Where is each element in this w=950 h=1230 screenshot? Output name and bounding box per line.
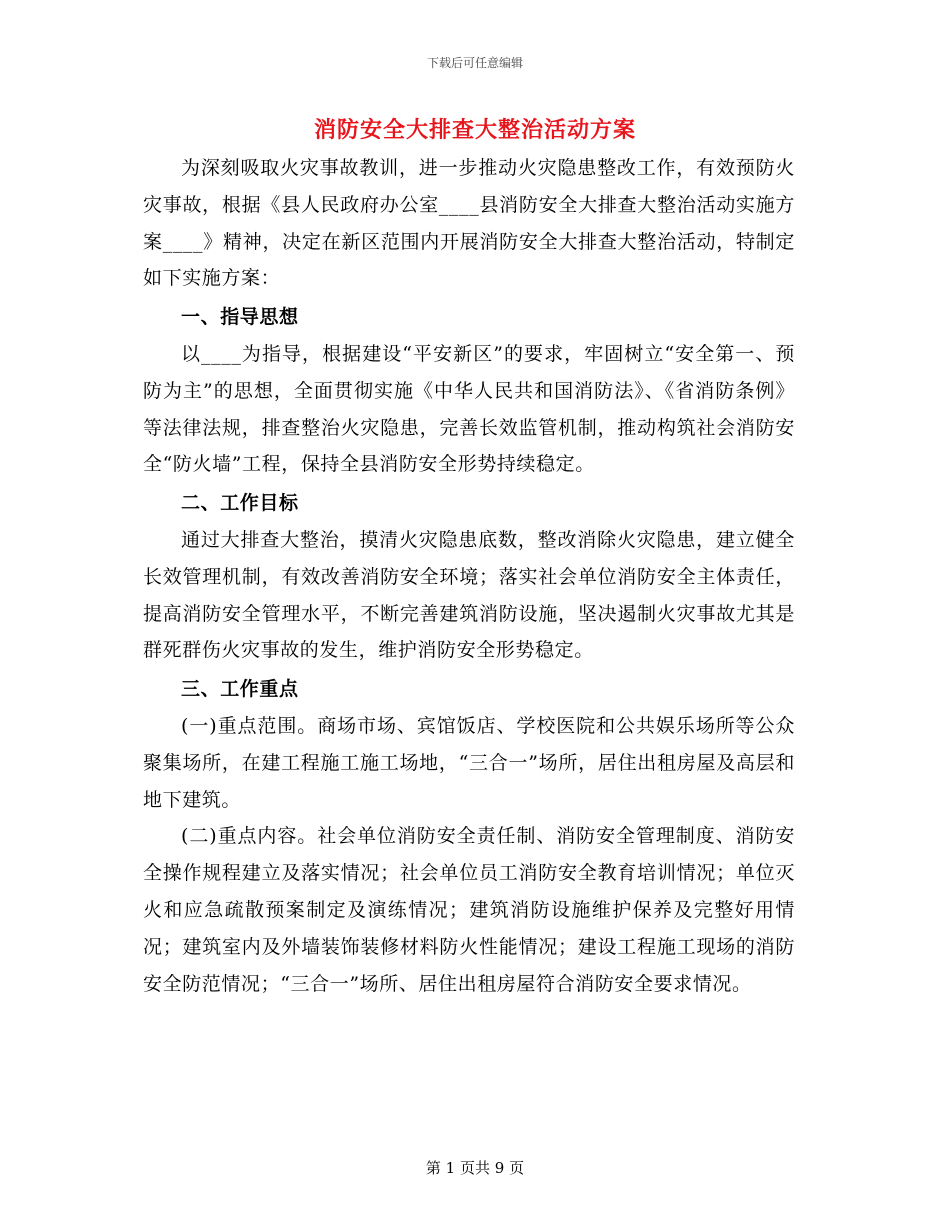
section-paragraph: (一)重点范围。商场市场、宾馆饭店、学校医院和公共娱乐场所等公众聚集场所，在建工程施工施工场地，“三合一”场所，居住出租房屋及高层和地下建筑。 <box>143 714 795 811</box>
section-paragraph: 通过大排查大整治，摸清火灾隐患底数，整改消除火灾隐患，建立健全长效管理机制，有效改善消防安全环境；落实社会单位消防安全主体责任，提高消防安全管理水平，不断完善建筑消防设施，坚决遏制火灾事故尤其是群死群伤火灾事故的发生，维护消防安全形势稳定。 <box>143 528 795 662</box>
section-heading-guiding-ideology: 一、指导思想 <box>181 306 299 329</box>
intro-paragraph: 为深刻吸取火灾事故教训，进一步推动火灾隐患整改工作，有效预防火灾事故，根据《县人民政府办公室____县消防安全大排查大整治活动实施方案____》精神，决定在新区范围内开展消防安全大排查大整治活动，特制定如下实施方案： <box>143 157 795 290</box>
section-heading-work-focus: 三、工作重点 <box>181 678 299 701</box>
document-body <box>143 150 795 1002</box>
page-header: 下载后可任意编辑 <box>426 56 523 70</box>
page-footer: 第 1 页共 9 页 <box>425 1159 525 1177</box>
section-paragraph: (二)重点内容。社会单位消防安全责任制、消防安全管理制度、消防安全操作规程建立及落实情况；社会单位员工消防安全教育培训情况；单位灭火和应急疏散预案制定及演练情况；建筑消防设施维护保养及完整好用情况；建筑室内及外墙装饰装修材料防火性能情况；建设工程施工现场的消防安全防范情况；“三合一”场所、居住出租房屋符合消防安全要求情况。 <box>143 825 795 995</box>
section-heading-work-goals: 二、工作目标 <box>181 492 299 515</box>
document-title: 消防安全大排查大整治活动方案 <box>313 118 636 143</box>
section-paragraph: 以____为指导，根据建设“平安新区”的要求，牢固树立“安全第一、预防为主”的思想，全面贯彻实施《中华人民共和国消防法》、《省消防条例》等法律法规，排查整治火灾隐患，完善长效监管机制，推动构筑社会消防安全“防火墙”工程，保持全县消防安全形势持续稳定。 <box>143 342 795 476</box>
